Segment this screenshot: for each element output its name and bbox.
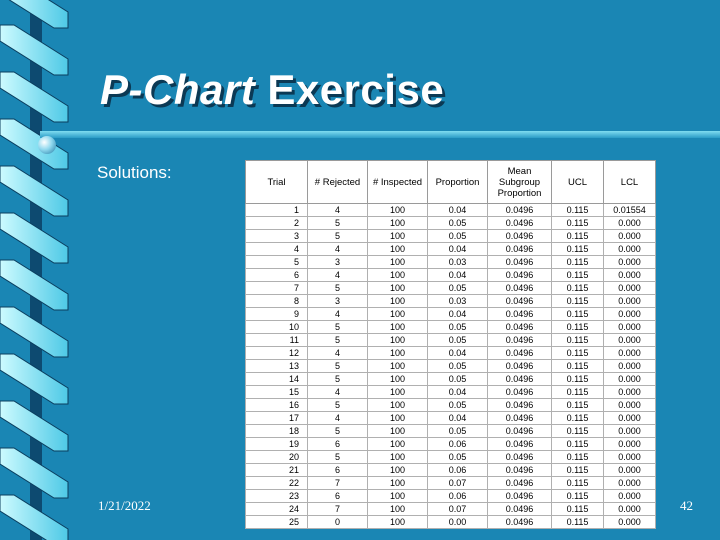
table-row (246, 477, 656, 490)
table-cell: 0.05 (428, 451, 488, 464)
table-cell: 12 (246, 347, 308, 360)
table-row (246, 386, 656, 399)
table-cell: 4 (308, 243, 368, 256)
table-cell: 0.000 (604, 399, 656, 412)
table-cell: 0.000 (604, 503, 656, 516)
table-cell: 4 (246, 243, 308, 256)
slide-title (100, 66, 444, 114)
table-cell: 0.05 (428, 399, 488, 412)
header-rejected: # Rejected (308, 161, 368, 204)
table-cell: 0.0496 (488, 243, 552, 256)
table-cell: 3 (308, 256, 368, 269)
table-cell: 0.000 (604, 360, 656, 373)
table-cell: 7 (308, 477, 368, 490)
table-cell: 22 (246, 477, 308, 490)
table-cell: 0.115 (552, 230, 604, 243)
table-cell: 100 (368, 217, 428, 230)
table-cell: 13 (246, 360, 308, 373)
table-cell: 0.0496 (488, 516, 552, 529)
table-cell: 0.000 (604, 217, 656, 230)
table-cell: 0.115 (552, 308, 604, 321)
table-cell: 0.000 (604, 451, 656, 464)
table-cell: 0.115 (552, 412, 604, 425)
table-cell: 0.0496 (488, 204, 552, 217)
table-cell: 0.0496 (488, 269, 552, 282)
table-row (246, 490, 656, 503)
table-cell: 0.115 (552, 295, 604, 308)
table-cell: 0.04 (428, 412, 488, 425)
title-divider (40, 131, 720, 138)
table-cell: 0.04 (428, 204, 488, 217)
table-cell: 7 (246, 282, 308, 295)
table-cell: 0.000 (604, 321, 656, 334)
table-cell: 100 (368, 412, 428, 425)
table-cell: 0.05 (428, 230, 488, 243)
table-row (246, 308, 656, 321)
table-cell: 4 (308, 347, 368, 360)
table-cell: 0.0496 (488, 334, 552, 347)
table-cell: 0.07 (428, 477, 488, 490)
table-cell: 11 (246, 334, 308, 347)
header-inspected: # Inspected (368, 161, 428, 204)
table-cell: 0.04 (428, 243, 488, 256)
header-mean-subgroup-proportion: Mean Subgroup Proportion (488, 161, 552, 204)
slide-title-italic: P-Chart (100, 66, 256, 113)
table-cell: 6 (246, 269, 308, 282)
table-cell: 100 (368, 477, 428, 490)
table-cell: 0.0496 (488, 295, 552, 308)
table-cell: 0.0496 (488, 438, 552, 451)
slide-date: 1/21/2022 (98, 498, 151, 513)
table-cell: 0.115 (552, 451, 604, 464)
header-trial: Trial (246, 161, 308, 204)
table-row (246, 256, 656, 269)
table-cell: 0.0496 (488, 230, 552, 243)
table-row (246, 360, 656, 373)
table-cell: 5 (308, 334, 368, 347)
table-cell: 0.115 (552, 373, 604, 386)
table-row (246, 334, 656, 347)
table-row (246, 269, 656, 282)
table-cell: 0.000 (604, 373, 656, 386)
table-row (246, 516, 656, 529)
table-cell: 3 (246, 230, 308, 243)
table-cell: 0.0496 (488, 503, 552, 516)
table-cell: 0.03 (428, 256, 488, 269)
table-cell: 5 (246, 256, 308, 269)
solutions-table-container (245, 160, 655, 528)
table-cell: 100 (368, 503, 428, 516)
table-cell: 6 (308, 490, 368, 503)
table-row (246, 282, 656, 295)
table-cell: 4 (308, 204, 368, 217)
table-cell: 0.000 (604, 334, 656, 347)
table-cell: 0.03 (428, 295, 488, 308)
table-cell: 100 (368, 399, 428, 412)
table-cell: 100 (368, 360, 428, 373)
table-cell: 0.000 (604, 243, 656, 256)
table-row (246, 347, 656, 360)
table-cell: 5 (308, 451, 368, 464)
table-cell: 100 (368, 516, 428, 529)
table-cell: 4 (308, 269, 368, 282)
table-row (246, 295, 656, 308)
table-cell: 0.000 (604, 269, 656, 282)
table-row (246, 243, 656, 256)
table-row (246, 412, 656, 425)
table-cell: 0.0496 (488, 347, 552, 360)
table-header-row (246, 161, 656, 204)
slide-page-number: 42 (680, 498, 693, 513)
table-body (246, 204, 656, 529)
table-cell: 0.000 (604, 386, 656, 399)
table-cell: 0.115 (552, 503, 604, 516)
table-cell: 100 (368, 490, 428, 503)
divider-bullet-icon (38, 136, 56, 154)
table-cell: 18 (246, 425, 308, 438)
table-cell: 0.01554 (604, 204, 656, 217)
table-cell: 0.05 (428, 360, 488, 373)
slide-title-rest: Exercise (255, 66, 445, 113)
table-row (246, 230, 656, 243)
table-cell: 0.000 (604, 477, 656, 490)
table-cell: 0.000 (604, 490, 656, 503)
table-cell: 8 (246, 295, 308, 308)
table-cell: 0.000 (604, 256, 656, 269)
table-cell: 0.115 (552, 347, 604, 360)
table-cell: 0.115 (552, 477, 604, 490)
table-cell: 0.0496 (488, 360, 552, 373)
table-cell: 0.0496 (488, 477, 552, 490)
table-cell: 0.115 (552, 243, 604, 256)
table-row (246, 399, 656, 412)
solutions-table (245, 160, 656, 529)
table-cell: 100 (368, 282, 428, 295)
decorative-chevron-band (0, 0, 84, 540)
table-cell: 20 (246, 451, 308, 464)
table-row (246, 217, 656, 230)
table-cell: 0 (308, 516, 368, 529)
table-cell: 15 (246, 386, 308, 399)
table-cell: 1 (246, 204, 308, 217)
header-lcl: LCL (604, 161, 656, 204)
table-cell: 100 (368, 295, 428, 308)
table-cell: 100 (368, 204, 428, 217)
table-row (246, 451, 656, 464)
table-cell: 100 (368, 321, 428, 334)
table-cell: 0.115 (552, 516, 604, 529)
table-cell: 100 (368, 451, 428, 464)
table-cell: 0.04 (428, 347, 488, 360)
slide-subtitle: Solutions: (97, 163, 172, 182)
table-cell: 19 (246, 438, 308, 451)
table-cell: 0.115 (552, 256, 604, 269)
table-cell: 0.000 (604, 347, 656, 360)
table-cell: 100 (368, 373, 428, 386)
table-row (246, 425, 656, 438)
table-cell: 0.115 (552, 386, 604, 399)
table-cell: 0.000 (604, 412, 656, 425)
table-cell: 0.000 (604, 464, 656, 477)
table-cell: 0.0496 (488, 412, 552, 425)
table-cell: 0.115 (552, 282, 604, 295)
table-cell: 5 (308, 217, 368, 230)
table-cell: 5 (308, 230, 368, 243)
table-cell: 100 (368, 230, 428, 243)
table-cell: 0.0496 (488, 386, 552, 399)
table-cell: 4 (308, 386, 368, 399)
table-row (246, 438, 656, 451)
table-cell: 0.06 (428, 438, 488, 451)
table-cell: 100 (368, 308, 428, 321)
table-cell: 0.04 (428, 308, 488, 321)
table-cell: 0.05 (428, 217, 488, 230)
header-ucl: UCL (552, 161, 604, 204)
table-cell: 0.06 (428, 464, 488, 477)
table-cell: 5 (308, 425, 368, 438)
table-cell: 0.000 (604, 516, 656, 529)
table-cell: 24 (246, 503, 308, 516)
table-cell: 100 (368, 386, 428, 399)
table-cell: 0.115 (552, 334, 604, 347)
table-cell: 5 (308, 399, 368, 412)
table-cell: 0.115 (552, 321, 604, 334)
table-cell: 0.115 (552, 464, 604, 477)
table-cell: 0.04 (428, 386, 488, 399)
table-cell: 0.05 (428, 425, 488, 438)
table-row (246, 464, 656, 477)
table-cell: 0.05 (428, 334, 488, 347)
table-cell: 0.05 (428, 321, 488, 334)
table-cell: 17 (246, 412, 308, 425)
table-row (246, 204, 656, 217)
table-cell: 0.000 (604, 230, 656, 243)
table-cell: 9 (246, 308, 308, 321)
table-cell: 7 (308, 503, 368, 516)
table-cell: 0.0496 (488, 425, 552, 438)
table-cell: 0.06 (428, 490, 488, 503)
table-cell: 21 (246, 464, 308, 477)
table-cell: 23 (246, 490, 308, 503)
table-cell: 0.00 (428, 516, 488, 529)
table-cell: 0.07 (428, 503, 488, 516)
table-cell: 100 (368, 269, 428, 282)
table-cell: 2 (246, 217, 308, 230)
table-cell: 0.0496 (488, 217, 552, 230)
table-cell: 0.115 (552, 438, 604, 451)
table-cell: 6 (308, 438, 368, 451)
table-cell: 0.000 (604, 295, 656, 308)
table-cell: 0.0496 (488, 464, 552, 477)
table-cell: 0.115 (552, 360, 604, 373)
table-cell: 0.0496 (488, 308, 552, 321)
table-cell: 0.000 (604, 438, 656, 451)
table-cell: 0.0496 (488, 399, 552, 412)
table-cell: 100 (368, 425, 428, 438)
table-cell: 5 (308, 360, 368, 373)
table-cell: 100 (368, 347, 428, 360)
table-cell: 0.0496 (488, 256, 552, 269)
table-cell: 6 (308, 464, 368, 477)
table-cell: 0.0496 (488, 282, 552, 295)
table-cell: 0.0496 (488, 490, 552, 503)
table-cell: 0.0496 (488, 321, 552, 334)
table-cell: 0.115 (552, 399, 604, 412)
table-cell: 0.115 (552, 217, 604, 230)
table-cell: 100 (368, 464, 428, 477)
table-cell: 100 (368, 334, 428, 347)
table-cell: 5 (308, 373, 368, 386)
table-cell: 25 (246, 516, 308, 529)
table-cell: 0.115 (552, 490, 604, 503)
table-cell: 10 (246, 321, 308, 334)
table-cell: 0.05 (428, 373, 488, 386)
table-cell: 0.0496 (488, 373, 552, 386)
table-cell: 5 (308, 282, 368, 295)
table-cell: 100 (368, 243, 428, 256)
table-cell: 0.000 (604, 282, 656, 295)
table-cell: 4 (308, 308, 368, 321)
table-cell: 0.05 (428, 282, 488, 295)
table-cell: 16 (246, 399, 308, 412)
table-cell: 0.115 (552, 425, 604, 438)
table-row (246, 321, 656, 334)
table-cell: 0.115 (552, 269, 604, 282)
table-cell: 5 (308, 321, 368, 334)
header-proportion: Proportion (428, 161, 488, 204)
table-row (246, 373, 656, 386)
table-row (246, 503, 656, 516)
table-cell: 0.000 (604, 425, 656, 438)
table-cell: 3 (308, 295, 368, 308)
table-cell: 4 (308, 412, 368, 425)
table-cell: 0.115 (552, 204, 604, 217)
table-cell: 0.0496 (488, 451, 552, 464)
table-cell: 0.04 (428, 269, 488, 282)
table-cell: 100 (368, 256, 428, 269)
table-cell: 0.000 (604, 308, 656, 321)
table-cell: 100 (368, 438, 428, 451)
table-cell: 14 (246, 373, 308, 386)
